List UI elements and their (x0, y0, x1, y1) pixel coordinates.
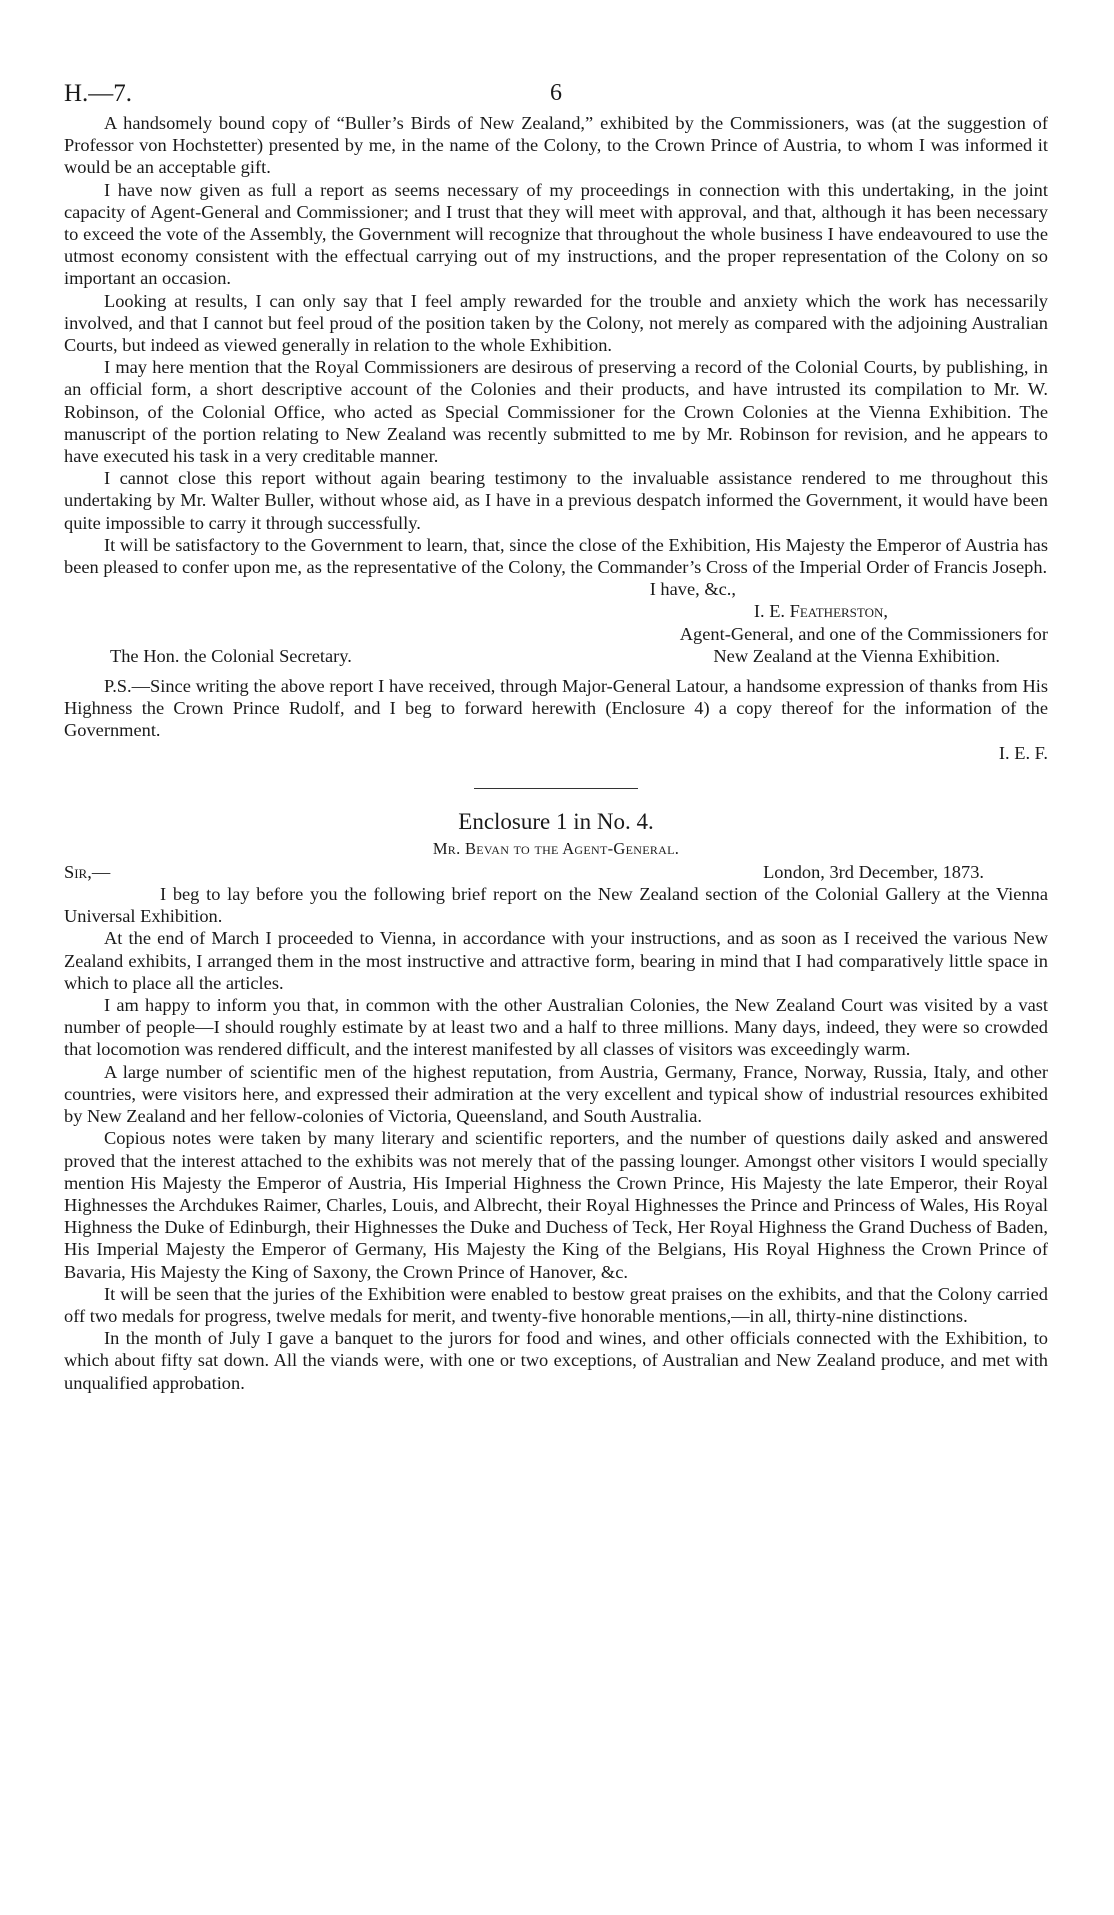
page-header (64, 80, 1048, 110)
enclosure-section (64, 807, 1048, 1394)
postscript: P.S.—Since writing the above report I have received, through Major-General Latour, a handsome expression of thanks from His Highness the Crown Prince Rudolf, and I beg to forward herewith (Enclosure 4) a copy thereof for the information of the Government. (64, 676, 1048, 741)
page-body (64, 112, 1048, 1394)
page-number: 6 (550, 80, 562, 106)
enclosure-paragraph: I am happy to inform you that, in common with the other Australian Colonies, the New Zealand Court was visited by a vast number of people—I should roughly estimate by at least two and a half to three millions. Many days, indeed, they were so crowded that locomotion was rendered difficult, and the interest manifested by all classes of visitors was exceedingly warm. (64, 995, 1048, 1060)
enclosure-paragraph: It will be seen that the juries of the Exhibition were enabled to bestow great praises on the exhibits, and that the Colony carried off two medals for progress, twelve medals for merit, and twenty-five honorable mentions,—in all, thirty-nine distinctions. (64, 1283, 1048, 1326)
letter-paragraph: Looking at results, I can only say that I feel amply rewarded for the trouble and anxiety which the work has necessarily involved, and that I cannot but feel proud of the position taken by the Colony, not merely as compared with the adjoining Australian Courts, but indeed as viewed generally in relation to the whole Exhibition. (64, 290, 1048, 356)
signature-row (64, 645, 1048, 667)
signatory-title-line-1: Agent-General, and one of the Commissioners for (679, 623, 1048, 644)
enclosure-paragraph: Copious notes were taken by many literary and scientific reporters, and the number of questions daily asked and answered proved that the interest attached to the exhibits was not merely that of the passing lounger. Amongst other visitors I would specially mention His Majesty the Emperor of Austria, His Imperial Highness the Crown Prince, His Majesty the late Emperor, their Royal Highnesses the Archdukes Raimer, Charles, Louis, and Albrecht, their Royal Highnesses the Prince and Princess of Wales, His Royal Highness the Duke of Edinburgh, their Highnesses the Duke and Duchess of Teck, Her Royal Highness the Grand Duchess of Baden, His Imperial Majesty the Emperor of Germany, His Majesty the King of the Belgians, His Royal Highness the Crown Prince of Bavaria, His Majesty the King of Saxony, the Crown Prince of Hanover, &c. (64, 1128, 1048, 1282)
enclosure-paragraph: At the end of March I proceeded to Vienna, in accordance with your instructions, and as soon as I received the various New Zealand exhibits, I arranged them in the most instructive and attractive form, bearing in mind that I had comparatively little space in which to place all the articles. (64, 928, 1048, 993)
postscript-initials: I. E. F. (998, 742, 1048, 763)
salutation: Sir,— (64, 861, 111, 882)
document-reference: H.—7. (64, 80, 133, 107)
letter-closing: I have, &c., (649, 579, 736, 600)
letter-paragraph: I have now given as full a report as seems necessary of my proceedings in connection with this undertaking, in the joint capacity of Agent-General and Commissioner; and I trust that they will meet with approval, and that, although it has been necessary to exceed the vote of the Assembly, the Government will recognize that throughout the whole business I have endeavoured to use the utmost economy consistent with the effectual carrying out of my instructions, and the proper representation of the Colony on so important an occasion. (64, 179, 1048, 289)
signatory-title-line-2: New Zealand at the Vienna Exhibition. (713, 645, 1000, 666)
letter-paragraph: It will be satisfactory to the Government to learn, that, since the close of the Exhibition, His Majesty the Emperor of Austria has been pleased to confer upon me, as the representative of the Colony, the Commander’s Cross of the Imperial Order of Francis Joseph. (64, 534, 1048, 578)
letter-date: London, 3rd December, 1873. (763, 861, 984, 882)
letter-paragraph: I cannot close this report without again bearing testimony to the invaluable assistance rendered to me throughout this undertaking by Mr. Walter Buller, without whose aid, as I have in a previous despatch informed the Government, it would have been quite impossible to carry it through successfully. (64, 468, 1048, 533)
signatory-name: I. E. Featherston, (753, 601, 888, 622)
section-divider (474, 788, 638, 789)
addressee: The Hon. the Colonial Secretary. (110, 645, 352, 666)
enclosure-paragraph: I beg to lay before you the following brief report on the New Zealand section of the Colonial Gallery at the Vienna Universal Exhibition. (64, 884, 1048, 927)
enclosure-paragraph: In the month of July I gave a banquet to the jurors for food and wines, and other officials connected with the Exhibition, to which about fifty sat down. All the viands were, with one or two exceptions, of Australian and New Zealand produce, and met with unqualified approbation. (64, 1328, 1048, 1393)
letter-paragraph: I may here mention that the Royal Commissioners are desirous of preserving a record of the Colonial Courts, by publishing, in an official form, a short descriptive account of the Colonies and their products, and have intrusted its compilation to Mr. W. Robinson, of the Colonial Office, who acted as Special Commissioner for the Crown Colonies at the Vienna Exhibition. The manuscript of the portion relating to New Zealand was recently submitted to me by Mr. Robinson for revision, and he appears to have executed his task in a very creditable manner. (64, 357, 1048, 467)
enclosure-title: Enclosure 1 in No. 4. (458, 808, 654, 834)
enclosure-paragraph: A large number of scientific men of the highest reputation, from Austria, Germany, France, Norway, Russia, Italy, and other countries, were visitors here, and expressed their admiration at the very excellent and typical show of industrial resources exhibited by New Zealand and her fellow-colonies of Victoria, Queensland, and South Australia. (64, 1061, 1048, 1127)
letter-section (64, 112, 1048, 764)
letter-paragraph: A handsomely bound copy of “Buller’s Birds of New Zealand,” exhibited by the Commissioners, was (at the suggestion of Professor von Hochstetter) presented by me, in the name of the Colony, to the Crown Prince of Austria, to whom I was informed it would be an acceptable gift. (64, 113, 1048, 178)
salutation-dateline (64, 861, 1048, 883)
enclosure-from-to: Mr. Bevan to the Agent-General. (432, 838, 680, 858)
